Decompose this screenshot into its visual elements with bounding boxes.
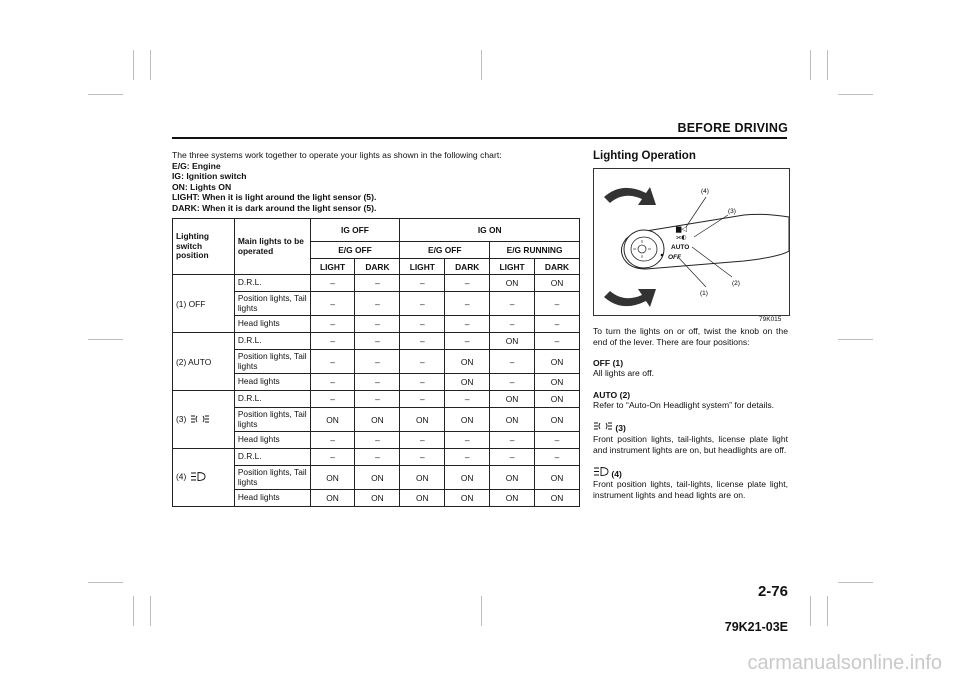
switch-position-cell: [173, 333, 235, 391]
status-cell: –: [310, 350, 355, 374]
status-cell: ON: [355, 408, 400, 432]
status-cell: –: [310, 316, 355, 333]
header-ig-off: IG OFF: [310, 219, 400, 242]
watermark: carmanualsonline.info: [747, 652, 942, 674]
crop-mark: [88, 94, 123, 95]
status-cell: –: [535, 316, 580, 333]
light-type-cell: D.R.L.: [234, 449, 310, 466]
status-cell: ON: [445, 466, 490, 490]
figure-code: 79K015: [759, 316, 782, 323]
light-type-cell: Head lights: [234, 374, 310, 391]
intro-paragraph: To turn the lights on or off, twist the knob on the end of the lever. There are four positions:: [593, 326, 788, 347]
lighting-operation-text: [593, 326, 788, 511]
crop-mark: [838, 94, 873, 95]
status-cell: –: [445, 292, 490, 316]
light-type-cell: Position lights, Tail lights: [234, 350, 310, 374]
status-cell: –: [400, 292, 445, 316]
status-cell: –: [490, 350, 535, 374]
crop-mark: [827, 50, 828, 80]
lever-illustration: [594, 169, 789, 315]
status-cell: ON: [490, 408, 535, 432]
switch-position-cell: [173, 449, 235, 507]
header-dark: DARK: [355, 259, 400, 275]
light-type-cell: D.R.L.: [234, 333, 310, 350]
status-cell: –: [445, 449, 490, 466]
status-cell: –: [310, 275, 355, 292]
table-row: [173, 316, 580, 333]
status-cell: –: [310, 432, 355, 449]
crop-mark: [150, 50, 151, 80]
callout-1: (1): [700, 290, 708, 297]
status-cell: –: [310, 391, 355, 408]
crop-mark: [150, 596, 151, 626]
header-rule: [172, 137, 787, 139]
item-text: All lights are off.: [593, 368, 654, 379]
status-cell: –: [355, 275, 400, 292]
status-cell: –: [355, 350, 400, 374]
status-cell: –: [355, 292, 400, 316]
status-cell: –: [445, 333, 490, 350]
crop-mark: [810, 596, 811, 626]
status-cell: –: [400, 391, 445, 408]
status-cell: –: [400, 350, 445, 374]
item-label: (4): [611, 468, 622, 479]
legend-line: ON: Lights ON: [172, 181, 232, 192]
header-eg-off: E/G OFF: [400, 242, 490, 259]
header-light: LIGHT: [400, 259, 445, 275]
col-header-operated: Main lights to be operated: [234, 219, 310, 275]
status-cell: –: [535, 449, 580, 466]
status-cell: –: [355, 333, 400, 350]
switch-position-label: (2) AUTO: [176, 356, 212, 367]
status-cell: –: [490, 449, 535, 466]
status-cell: –: [490, 316, 535, 333]
status-cell: ON: [535, 275, 580, 292]
light-type-cell: Head lights: [234, 490, 310, 507]
item-label: OFF (1): [593, 357, 624, 368]
item-text: Refer to “Auto-On Headlight system” for details.: [593, 400, 775, 411]
status-cell: –: [355, 316, 400, 333]
status-cell: ON: [445, 374, 490, 391]
svg-text:⫘◐: ⫘◐: [676, 234, 687, 241]
switch-position-cell: [173, 391, 235, 449]
status-cell: –: [310, 374, 355, 391]
headlight-icon: [593, 469, 609, 479]
status-cell: ON: [535, 466, 580, 490]
headlight-icon: [190, 471, 206, 484]
status-cell: –: [400, 316, 445, 333]
page-number: 2-76: [757, 583, 788, 600]
light-type-cell: Position lights, Tail lights: [234, 408, 310, 432]
switch-position-label: (3): [176, 413, 187, 424]
status-cell: –: [355, 374, 400, 391]
item-text: Front position lights, tail-lights, license plate light and instrument lights are on, but headlights are off.: [593, 433, 788, 455]
status-cell: ON: [400, 408, 445, 432]
status-cell: ON: [400, 490, 445, 507]
status-cell: ON: [535, 374, 580, 391]
legend-line: DARK: When it is dark around the light sensor (5).: [172, 202, 377, 213]
status-cell: –: [445, 316, 490, 333]
table-row: [173, 275, 580, 292]
status-cell: ON: [535, 350, 580, 374]
legend-line: IG: Ignition switch: [172, 171, 247, 182]
status-cell: ON: [535, 391, 580, 408]
header-ig-on: IG ON: [400, 219, 580, 242]
status-cell: –: [490, 292, 535, 316]
crop-mark: [838, 582, 873, 583]
light-type-cell: Position lights, Tail lights: [234, 292, 310, 316]
header-dark: DARK: [445, 259, 490, 275]
status-cell: –: [490, 432, 535, 449]
item-text: Front position lights, tail-lights, license plate light, instrument lights and head lights are on.: [593, 479, 788, 500]
status-cell: ON: [490, 466, 535, 490]
header-eg-off: E/G OFF: [310, 242, 400, 259]
status-cell: ON: [400, 466, 445, 490]
table-row: [173, 333, 580, 350]
header-eg-running: E/G RUNNING: [490, 242, 580, 259]
status-cell: ON: [535, 490, 580, 507]
light-type-cell: D.R.L.: [234, 391, 310, 408]
status-cell: ON: [490, 391, 535, 408]
svg-text:▆◁: ▆◁: [676, 225, 687, 233]
status-cell: –: [535, 292, 580, 316]
status-cell: –: [400, 449, 445, 466]
header-dark: DARK: [535, 259, 580, 275]
position-item-4: [593, 466, 788, 501]
table-row: [173, 432, 580, 449]
status-cell: –: [445, 391, 490, 408]
table-row: [173, 466, 580, 490]
callout-4: (4): [701, 188, 709, 195]
crop-mark: [827, 596, 828, 626]
status-cell: ON: [310, 466, 355, 490]
switch-position-cell: [173, 275, 235, 333]
table-row: [173, 408, 580, 432]
switch-position-label: (1) OFF: [176, 298, 206, 309]
item-label: AUTO (2): [593, 389, 631, 400]
position-item-3: [593, 421, 788, 455]
intro-text: [172, 150, 582, 214]
table-row: [173, 292, 580, 316]
table-row: [173, 374, 580, 391]
crop-mark: [838, 339, 873, 340]
position-light-icon: [190, 414, 210, 426]
status-cell: –: [535, 333, 580, 350]
fig-auto-label: AUTO: [671, 244, 690, 251]
status-cell: ON: [445, 490, 490, 507]
table-row: [173, 490, 580, 507]
status-cell: –: [310, 292, 355, 316]
header-light: LIGHT: [310, 259, 355, 275]
crop-mark: [88, 582, 123, 583]
status-cell: –: [400, 374, 445, 391]
intro-sentence: The three systems work together to operate your lights as shown in the following chart:: [172, 150, 502, 160]
status-cell: –: [445, 432, 490, 449]
lighting-table: [172, 218, 580, 507]
fig-off-label: OFF: [668, 254, 681, 261]
status-cell: ON: [310, 490, 355, 507]
legend-line: LIGHT: When it is light around the light sensor (5).: [172, 192, 377, 203]
light-type-cell: Position lights, Tail lights: [234, 466, 310, 490]
table-row: [173, 350, 580, 374]
status-cell: ON: [355, 466, 400, 490]
section-title: Lighting Operation: [593, 150, 696, 162]
crop-mark: [133, 50, 134, 80]
callout-2: (2): [732, 280, 740, 287]
document-code: 79K21-03E: [724, 620, 788, 634]
position-item-auto: [593, 390, 788, 411]
table-body: [173, 275, 580, 507]
status-cell: –: [310, 333, 355, 350]
switch-position-label: (4): [176, 471, 187, 482]
position-light-icon: [593, 423, 613, 433]
legend-line: E/G: Engine: [172, 160, 221, 171]
status-cell: ON: [310, 408, 355, 432]
light-type-cell: D.R.L.: [234, 275, 310, 292]
status-cell: –: [400, 432, 445, 449]
status-cell: –: [535, 432, 580, 449]
item-label: (3): [615, 423, 626, 434]
status-cell: ON: [490, 275, 535, 292]
light-type-cell: Head lights: [234, 432, 310, 449]
status-cell: –: [445, 275, 490, 292]
status-cell: ON: [490, 333, 535, 350]
status-cell: ON: [445, 408, 490, 432]
callout-3: (3): [728, 208, 736, 215]
status-cell: ON: [355, 490, 400, 507]
section-header: BEFORE DRIVING: [677, 121, 788, 135]
status-cell: –: [400, 275, 445, 292]
table-row: [173, 449, 580, 466]
status-cell: ON: [445, 350, 490, 374]
status-cell: –: [490, 374, 535, 391]
crop-mark: [481, 50, 482, 80]
status-cell: –: [310, 449, 355, 466]
table-row: [173, 391, 580, 408]
status-cell: –: [400, 333, 445, 350]
status-cell: ON: [535, 408, 580, 432]
position-item-off: [593, 358, 788, 379]
crop-mark: [88, 339, 123, 340]
header-light: LIGHT: [490, 259, 535, 275]
status-cell: –: [355, 449, 400, 466]
status-cell: –: [355, 432, 400, 449]
col-header-switch: Lighting switch position: [173, 219, 235, 275]
lighting-switch-figure: [593, 168, 790, 316]
light-type-cell: Head lights: [234, 316, 310, 333]
crop-mark: [133, 596, 134, 626]
crop-mark: [810, 50, 811, 80]
crop-mark: [481, 596, 482, 626]
status-cell: ON: [490, 490, 535, 507]
status-cell: –: [355, 391, 400, 408]
